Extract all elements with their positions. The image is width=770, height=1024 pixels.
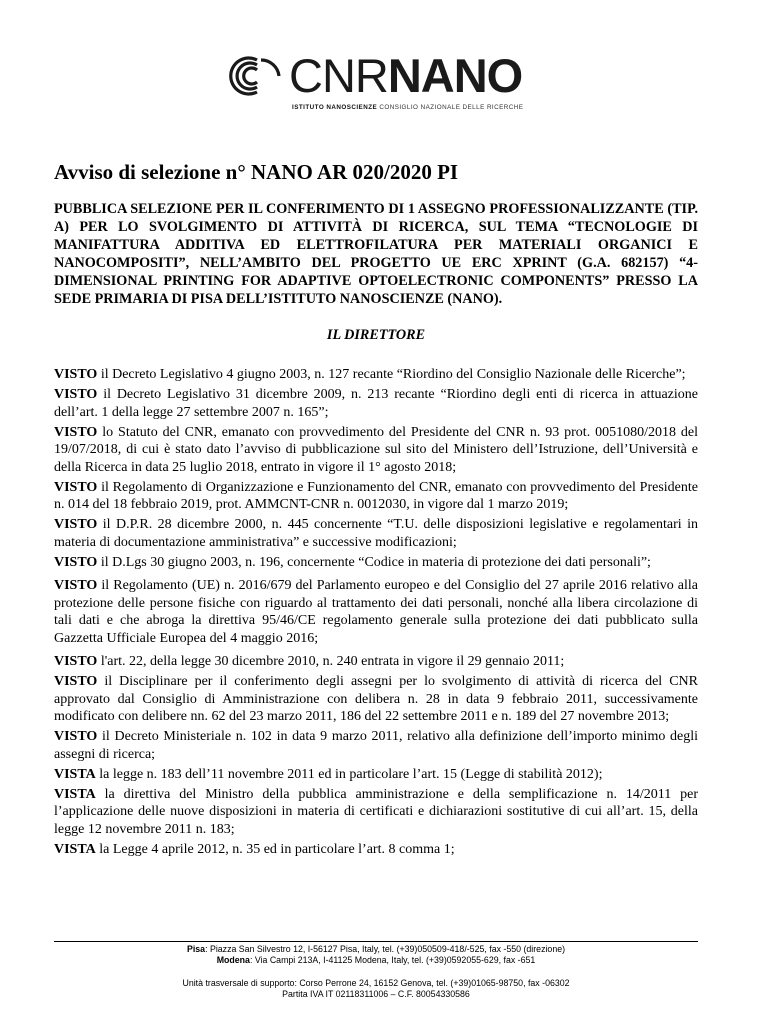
recital-keyword: VISTO: [54, 729, 98, 744]
recital-keyword: VISTO: [54, 654, 98, 669]
recital-keyword: VISTO: [54, 367, 98, 382]
recital-text: il Decreto Legislativo 4 giugno 2003, n. 127 recante “Riordino del Consiglio Nazionale delle Ricerche”;: [97, 367, 686, 382]
recital-paragraph: [54, 728, 698, 763]
logo-subtitle-institute: ISTITUTO NANOSCIENZE: [292, 104, 378, 111]
recital-text: il Decreto Legislativo 31 dicembre 2009, n. 213 recante “Riordino degli enti di ricerca in attuazione dell’art. 1 della legge 27 settembre 2007 n. 165”;: [54, 387, 698, 420]
footer-divider: [54, 941, 698, 942]
cnr-nano-logo-icon: [227, 54, 291, 98]
footer-modena-address: [54, 955, 698, 966]
footer-modena-text: : Via Campi 213A, I-41125 Modena, Italy, tel. (+39)0592055-629, fax -651: [249, 955, 536, 965]
recital-text: il D.Lgs 30 giugno 2003, n. 196, concernente “Codice in materia di protezione dei dati personali”;: [97, 554, 651, 570]
recital-paragraph: [54, 516, 698, 551]
logo-subtitle-council: CONSIGLIO NAZIONALE DELLE RICERCHE: [379, 104, 524, 111]
recital-paragraph: [54, 479, 698, 514]
cnr-nano-logo: [227, 49, 527, 116]
footer-spacer: [54, 966, 698, 978]
recital-text: il D.P.R. 28 dicembre 2000, n. 445 concernente “T.U. delle disposizioni legislative e regolamentari in materia di documentazione amministrativa” e successive modificazioni;: [54, 517, 698, 550]
logo-subtitle: [292, 104, 523, 111]
logo-word-nano: NANO: [387, 49, 523, 102]
notice-subject: PUBBLICA SELEZIONE PER IL CONFERIMENTO DI 1 ASSEGNO PROFESSIONALIZZANTE (TIP. A) PER LO SVOLGIMENTO DI ATTIVITÀ DI RICERCA, SUL TEMA “TECNOLOGIE DI MANIFATTURA ADDITIVA ED ELETTROFILATURA PER MATERIALI ORGANICI E NANOCOMPOSITI”, NELL’AMBITO DEL PROGETTO UE ERC XPRINT (G.A. 682157) “4-DIMENSIONAL PRINTING FOR ADAPTIVE OPTOELECTRONIC COMPONENTS” PRESSO LA SEDE PRIMARIA DI PISA DELL’ISTITUTO NANOSCIENZE (NANO).: [54, 201, 698, 307]
recital-paragraph: [54, 386, 698, 421]
recital-text: il Regolamento (UE) n. 2016/679 del Parlamento europeo e del Consiglio del 27 aprile 2016 relativo alla protezione delle persone fisiche con riguardo al trattamento dei dati personali, nonché alla libera circolazione di tali dati e che abroga la direttiva 95/46/CE regolamento generale sulla protezione dei dati pubblicato sulla Gazzetta Ufficiale Europea del 4 maggio 2016;: [54, 578, 698, 646]
recital-keyword: VISTA: [54, 841, 96, 857]
recital-paragraph: [54, 841, 698, 859]
logo-wordmark: [289, 50, 522, 102]
recital-text: la Legge 4 aprile 2012, n. 35 ed in particolare l’art. 8 comma 1;: [95, 841, 455, 857]
recital-keyword: VISTO: [54, 517, 98, 532]
recital-keyword: VISTA: [54, 766, 96, 782]
recital-text: il Regolamento di Organizzazione e Funzionamento del CNR, emanato con provvedimento del Presidente n. 014 del 18 febbraio 2019, prot. AMMCNT-CNR n. 0012030, in vigore dal 1 marzo 2019;: [54, 479, 698, 512]
recital-text: lo Statuto del CNR, emanato con provvedimento del Presidente del CNR n. 93 prot. 0051080/2018 del 19/07/2018, di cui è stato dato l’avviso di pubblicazione sul sito del Ministero dell’Istruzione, dell’Università e della Ricerca in data 25 luglio 2018, entrato in vigore il 1° agosto 2018;: [54, 424, 698, 475]
recital-text: la legge n. 183 dell’11 novembre 2011 ed in particolare l’art. 15 (Legge di stabilità 2012);: [95, 766, 603, 782]
footer-pisa-text: : Piazza San Silvestro 12, I-56127 Pisa, Italy, tel. (+39)050509-418/-525, fax -550 (direzione): [205, 944, 566, 954]
recital-paragraph: [54, 424, 698, 477]
recital-paragraph: [54, 786, 698, 839]
recital-paragraph: [54, 554, 698, 572]
recital-keyword: VISTO: [54, 387, 98, 402]
recital-text: il Disciplinare per il conferimento degli assegni per lo svolgimento di attività di ricerca del CNR approvato dal Consiglio di Amministrazione con delibera n. 28 in data 9 febbraio 2011, successivamente modificato con delibere nn. 62 del 23 marzo 2011, 186 del 22 settembre 2011 e n. 189 del 27 novembre 2013;: [54, 674, 698, 724]
recital-paragraph: [54, 653, 698, 671]
logo-word-cnr: CNR: [289, 49, 388, 102]
footer-pisa-address: [54, 944, 698, 955]
recital-keyword: VISTO: [54, 424, 98, 440]
recitals-body: [54, 366, 698, 861]
recital-text: la direttiva del Ministro della pubblica amministrazione e della semplificazione n. 14/2011 per l’applicazione delle nuove disposizioni in materia di certificati e dichiarazioni sostitutive di cui all’art. 15, della legge 12 novembre 2011 n. 183;: [54, 786, 698, 837]
recital-paragraph: [54, 673, 698, 726]
recital-paragraph: [54, 366, 698, 384]
footer-genova-address: Unità trasversale di supporto: Corso Perrone 24, 16152 Genova, tel. (+39)01065-98750, fax -06302: [182, 978, 570, 988]
recital-paragraph: [54, 577, 698, 647]
director-heading: IL DIRETTORE: [326, 327, 426, 343]
footer-modena-label: Modena: [216, 955, 250, 965]
recital-keyword: VISTA: [54, 786, 96, 802]
recital-keyword: VISTO: [54, 554, 98, 570]
recital-keyword: VISTO: [54, 479, 98, 495]
recital-text: l'art. 22, della legge 30 dicembre 2010, n. 240 entrata in vigore il 29 gennaio 2011;: [97, 654, 565, 669]
recital-keyword: VISTO: [54, 674, 98, 689]
recital-text: il Decreto Ministeriale n. 102 in data 9 marzo 2011, relativo alla definizione dell’importo minimo degli assegni di ricerca;: [54, 729, 698, 762]
recital-paragraph: [54, 766, 698, 784]
recital-keyword: VISTO: [54, 578, 98, 593]
page-footer: [54, 944, 698, 1000]
footer-vat: Partita IVA IT 02118311006 – C.F. 80054330586: [282, 989, 470, 999]
footer-pisa-label: Pisa: [186, 944, 206, 954]
notice-title: Avviso di selezione n° NANO AR 020/2020 PI: [54, 160, 459, 184]
